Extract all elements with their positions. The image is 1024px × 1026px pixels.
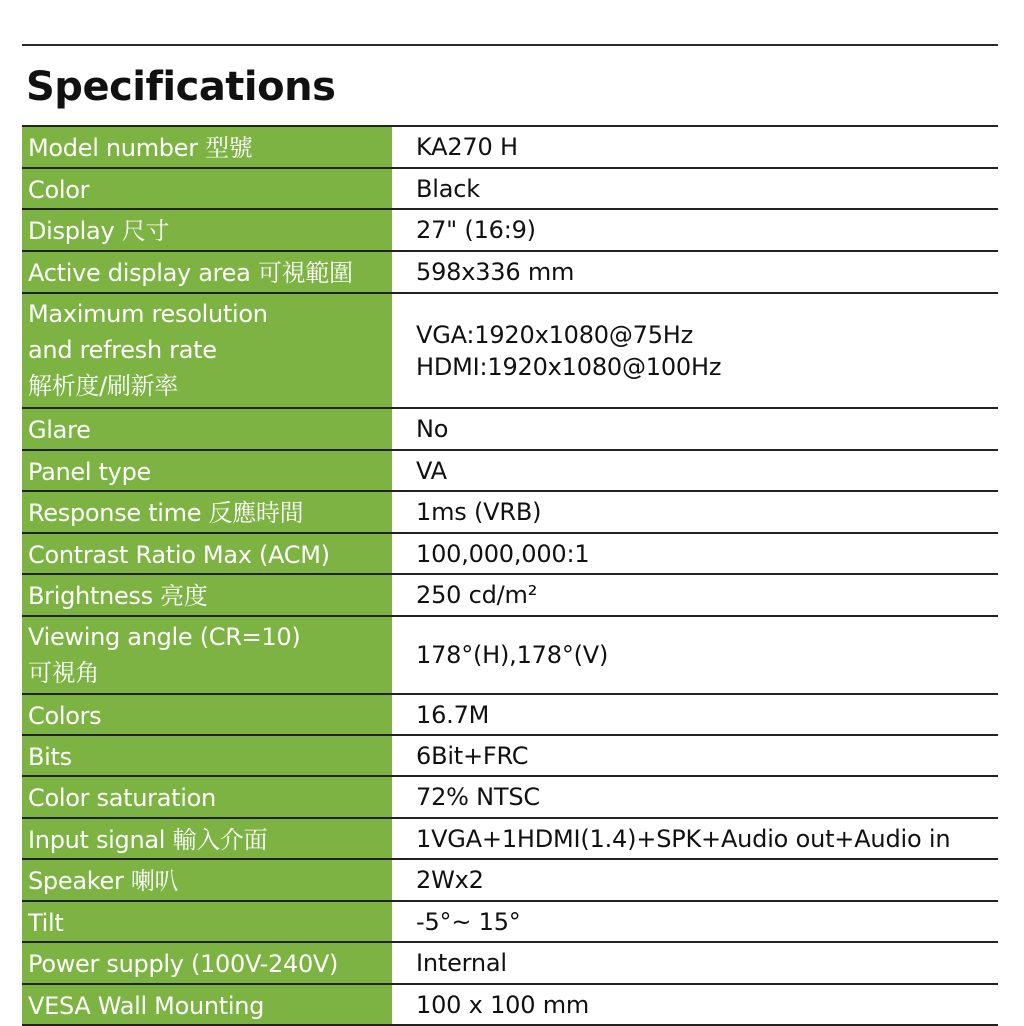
spec-value: 16.7M xyxy=(416,700,490,729)
spec-value: 1VGA+1HDMI(1.4)+SPK+Audio out+Audio in xyxy=(416,824,951,853)
spec-label: Color xyxy=(22,169,394,208)
spec-row-brightness xyxy=(22,575,998,617)
spec-row-viewing-angle xyxy=(22,617,998,695)
spec-row-color xyxy=(22,169,998,210)
spec-row-vesa-wall-mounting xyxy=(22,985,998,1026)
spec-label: Viewing angle (CR=10) 可視角 xyxy=(22,617,394,693)
spec-row-colors xyxy=(22,695,998,736)
page-title: Specifications xyxy=(26,64,336,110)
spec-value: 598x336 mm xyxy=(416,258,575,286)
spec-row-tilt xyxy=(22,902,998,943)
spec-label: Speaker 喇叭 xyxy=(22,860,394,900)
spec-value: 100,000,000:1 xyxy=(416,539,590,568)
specifications-table xyxy=(22,125,998,1026)
spec-label: Glare xyxy=(22,409,394,449)
spec-value: Internal xyxy=(416,949,507,977)
spec-row-glare xyxy=(22,409,998,451)
spec-label: Response time 反應時間 xyxy=(22,492,394,532)
spec-row-input-signal xyxy=(22,819,998,860)
spec-row-contrast-ratio xyxy=(22,534,998,575)
spec-row-maximum-resolution xyxy=(22,294,998,409)
spec-value: 1ms (VRB) xyxy=(416,498,542,526)
spec-value: -5°~ 15° xyxy=(416,907,521,936)
spec-label: Maximum resolution and refresh rate 解析度/刷新率 xyxy=(22,294,394,407)
spec-row-panel-type xyxy=(22,451,998,492)
spec-value: VA xyxy=(416,456,447,485)
spec-value: 2Wx2 xyxy=(416,866,484,894)
spec-label: Model number 型號 xyxy=(22,127,394,167)
spec-value: 27" (16:9) xyxy=(416,216,536,244)
spec-value: 6Bit+FRC xyxy=(416,741,529,770)
spec-row-response-time xyxy=(22,492,998,534)
spec-label: Brightness 亮度 xyxy=(22,575,394,615)
spec-value: KA270 H xyxy=(416,133,518,161)
spec-label: Panel type xyxy=(22,451,394,490)
spec-value: 72% NTSC xyxy=(416,783,540,811)
spec-label: Color saturation xyxy=(22,777,394,817)
spec-row-display xyxy=(22,210,998,252)
spec-value: VGA:1920x1080@75Hz HDMI:1920x1080@100Hz xyxy=(416,320,722,381)
spec-row-active-display-area xyxy=(22,252,998,294)
spec-label: Contrast Ratio Max (ACM) xyxy=(22,534,394,573)
spec-label: VESA Wall Mounting xyxy=(22,985,394,1024)
spec-row-speaker xyxy=(22,860,998,902)
top-divider xyxy=(22,44,998,46)
spec-value: No xyxy=(416,415,449,443)
spec-value: 100 x 100 mm xyxy=(416,990,590,1019)
spec-value: 250 cd/m² xyxy=(416,581,538,609)
spec-value: 178°(H),178°(V) xyxy=(416,641,609,669)
spec-value: Black xyxy=(416,174,480,203)
spec-row-power-supply xyxy=(22,943,998,985)
spec-row-bits xyxy=(22,736,998,777)
spec-label: Input signal 輸入介面 xyxy=(22,819,394,858)
spec-row-color-saturation xyxy=(22,777,998,819)
spec-label: Bits xyxy=(22,736,394,775)
spec-label: Power supply (100V-240V) xyxy=(22,943,394,983)
spec-label: Colors xyxy=(22,695,394,734)
spec-label: Display 尺寸 xyxy=(22,210,394,250)
spec-label: Tilt xyxy=(22,902,394,941)
spec-label: Active display area 可視範圍 xyxy=(22,252,394,292)
spec-row-model-number xyxy=(22,127,998,169)
